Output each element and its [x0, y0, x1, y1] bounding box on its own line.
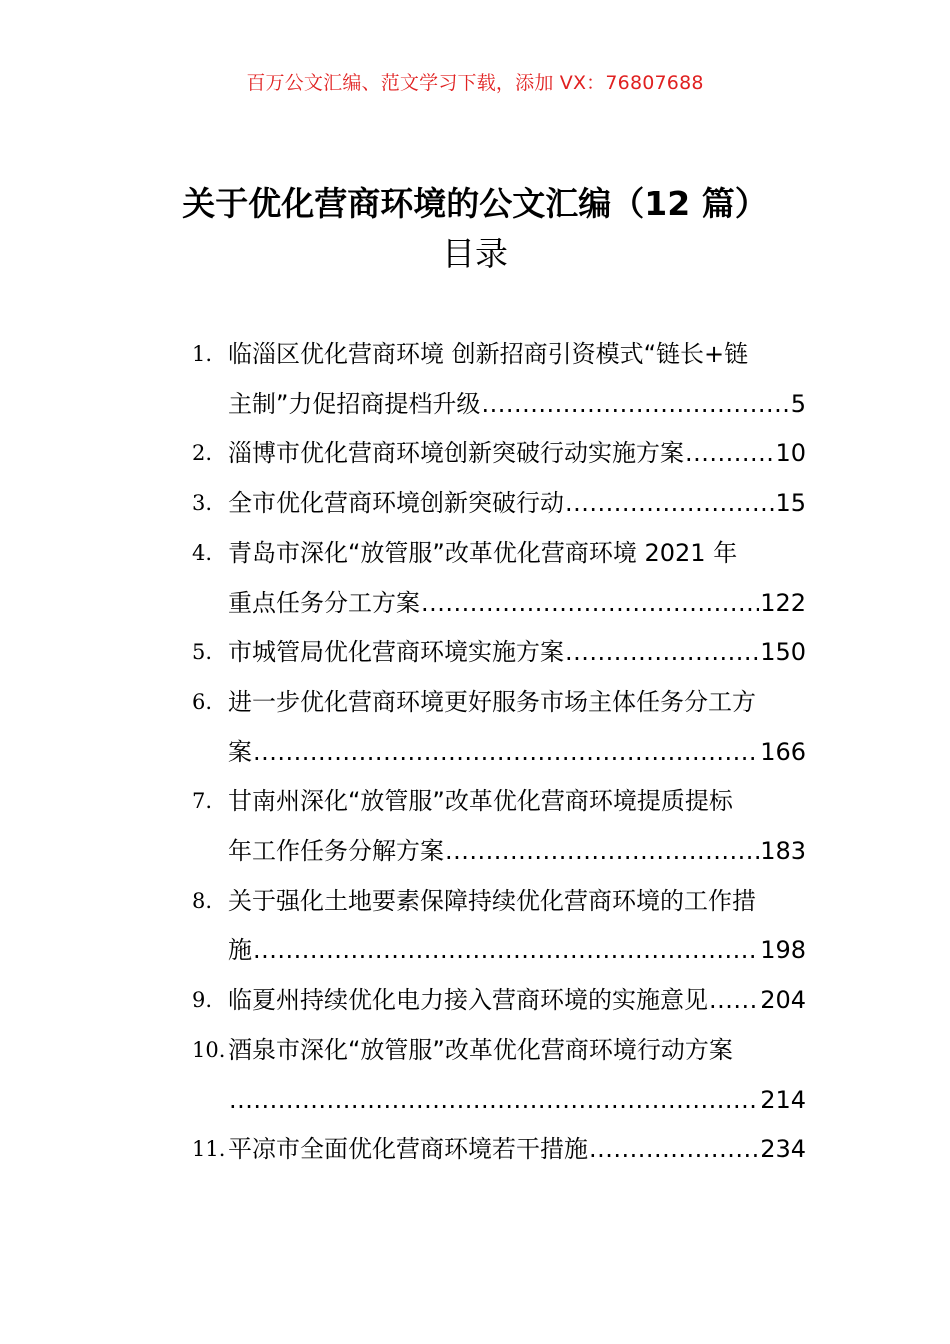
toc-dot-leader	[481, 380, 789, 430]
toc-entry[interactable]	[192, 877, 806, 976]
toc-entry-title: 施	[228, 936, 252, 965]
toc-entry-last-line	[228, 429, 806, 479]
toc-entry-title: 案	[228, 737, 252, 766]
toc-entry-number: 5.	[192, 640, 213, 665]
toc-entry-title: 市城管局优化营商环境实施方案	[228, 638, 564, 667]
toc-entry-title: 平凉市全面优化营商环境若干措施	[228, 1135, 588, 1164]
toc-dot-leader	[685, 429, 774, 479]
toc-entry[interactable]	[192, 628, 806, 678]
toc-entry-last-line	[228, 628, 806, 678]
toc-entry[interactable]	[192, 529, 806, 628]
toc-dot-leader	[229, 1076, 759, 1126]
toc-entry-number: 9.	[192, 988, 213, 1013]
toc-entry-last-line	[228, 1076, 806, 1126]
toc-entry-title: 临夏州持续优化电力接入营商环境的实施意见	[228, 986, 708, 1015]
toc-page-number: 15	[775, 489, 806, 518]
toc-dot-leader	[421, 579, 759, 629]
toc-entry-number: 2.	[192, 441, 213, 466]
toc-page-number: 122	[760, 588, 806, 617]
toc-dot-leader	[565, 479, 774, 529]
toc-entry-title: 主制”力促招商提档升级	[228, 389, 481, 418]
toc-entry[interactable]	[192, 479, 806, 529]
toc-page-number: 166	[760, 737, 806, 766]
toc-entry-number: 1.	[192, 342, 213, 366]
toc-entry[interactable]	[192, 678, 806, 777]
toc-entry-title: 酒泉市深化“放管服”改革优化营商环境行动方案	[228, 1035, 733, 1064]
toc-entry[interactable]	[192, 976, 806, 1026]
toc-entry-title: 全市优化营商环境创新突破行动	[228, 489, 564, 518]
toc-entry[interactable]	[192, 429, 806, 479]
toc-page-number: 5	[790, 389, 806, 418]
toc-entry-title: 关于强化土地要素保障持续优化营商环境的工作措	[228, 886, 756, 915]
toc-entry-title: 进一步优化营商环境更好服务市场主体任务分工方	[228, 687, 756, 716]
toc-entry-number: 8.	[192, 888, 213, 913]
toc-entry[interactable]	[192, 1026, 806, 1125]
toc-page-number: 234	[760, 1135, 806, 1164]
toc-entry-title: 临淄区优化营商环境 创新招商引资模式“链长+链	[228, 340, 749, 368]
toc-page-number: 150	[760, 638, 806, 667]
document-title: 关于优化营商环境的公文汇编（12 篇）	[182, 184, 768, 223]
toc-page-number: 204	[760, 986, 806, 1015]
toc-page-number: 198	[760, 936, 806, 965]
toc-entry-last-line	[228, 827, 806, 877]
toc-entry[interactable]	[192, 777, 806, 876]
toc-dot-leader	[589, 1125, 759, 1175]
toc-entry-title: 年工作任务分解方案	[228, 837, 444, 866]
toc-page-number: 214	[760, 1085, 806, 1114]
toc-entry-number: 4.	[192, 540, 213, 565]
toc-entry[interactable]	[192, 1125, 806, 1175]
toc-entry-title: 淄博市优化营商环境创新突破行动实施方案	[228, 439, 684, 468]
toc-entry-last-line	[228, 380, 806, 430]
toc-page-number: 183	[760, 837, 806, 866]
table-of-contents	[192, 330, 806, 1175]
toc-dot-leader	[253, 926, 759, 976]
toc-dot-leader	[565, 628, 759, 678]
toc-entry-last-line	[228, 579, 806, 629]
document-subtitle: 目录	[442, 234, 508, 273]
toc-dot-leader	[709, 976, 759, 1026]
toc-entry-number: 6.	[192, 689, 213, 714]
toc-page-number: 10	[775, 439, 806, 468]
toc-entry-number: 10.	[192, 1037, 226, 1062]
toc-entry-number: 11.	[192, 1137, 226, 1162]
toc-entry-last-line	[228, 976, 806, 1026]
toc-entry[interactable]	[192, 330, 806, 429]
toc-entry-number: 3.	[192, 491, 213, 516]
toc-entry-title: 重点任务分工方案	[228, 588, 420, 617]
toc-dot-leader	[253, 728, 759, 778]
toc-entry-last-line	[228, 479, 806, 529]
toc-dot-leader	[445, 827, 759, 877]
toc-entry-title: 甘南州深化“放管服”改革优化营商环境提质提标	[228, 787, 733, 816]
header-note: 百万公文汇编、范文学习下载，添加 VX：76807688	[246, 72, 704, 94]
toc-entry-last-line	[228, 1125, 806, 1175]
toc-entry-number: 7.	[192, 789, 213, 814]
toc-entry-title: 青岛市深化“放管服”改革优化营商环境 2021 年	[228, 538, 738, 567]
toc-entry-last-line	[228, 728, 806, 778]
toc-entry-last-line	[228, 926, 806, 976]
